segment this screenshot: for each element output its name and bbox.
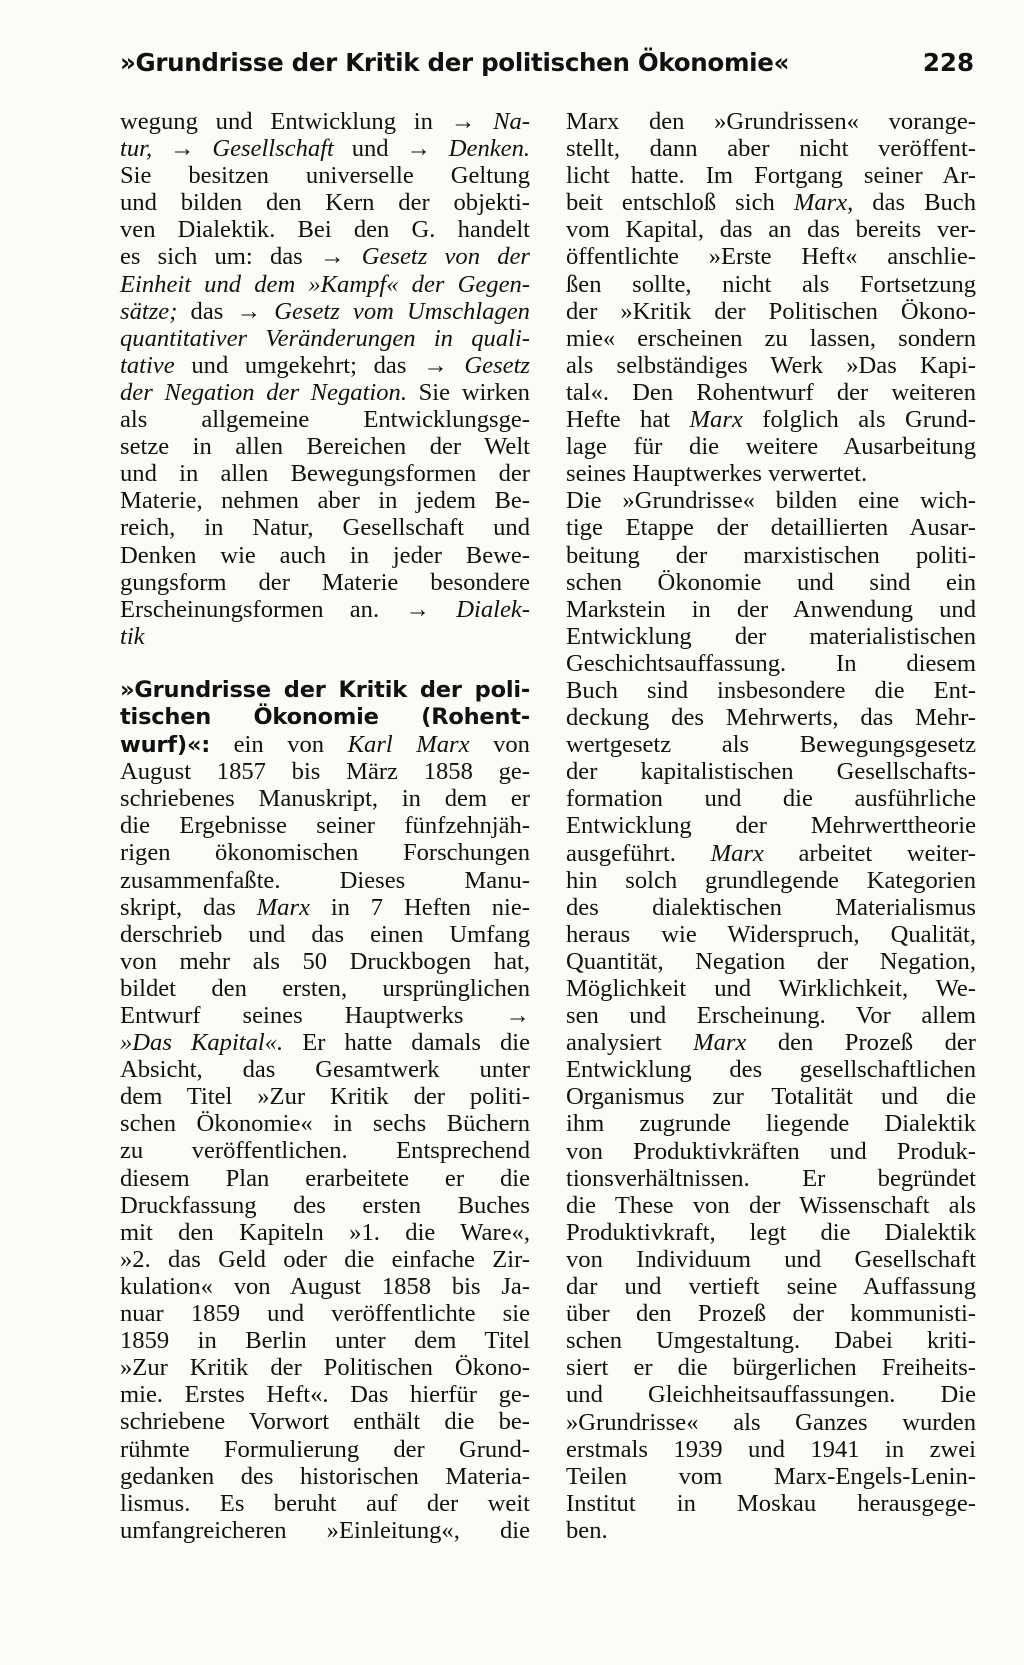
text-line: von Produktivkräften und Produk- bbox=[566, 1137, 976, 1165]
text-line: stellt, dann aber nicht veröffent- bbox=[566, 135, 976, 163]
text-line: mit den Kapiteln »1. die Ware«, bbox=[120, 1218, 530, 1246]
text-line: sätze; das → Gesetz vom Umschlagen bbox=[120, 297, 530, 325]
text-line: und bilden den Kern der objekti- bbox=[120, 189, 530, 217]
text-line: Sie besitzen universelle Geltung bbox=[120, 162, 530, 190]
text-line: schen Ökonomie und sind ein bbox=[566, 568, 976, 596]
text-line: als selbständiges Werk »Das Kapi- bbox=[566, 351, 976, 379]
text-line: Buch sind insbesondere die Ent- bbox=[566, 676, 976, 704]
text-line: setze in allen Bereichen der Welt bbox=[120, 433, 530, 461]
text-line: es sich um: das → Gesetz von der bbox=[120, 243, 530, 271]
text-line: des dialektischen Materialismus bbox=[566, 893, 976, 921]
text-line: wertgesetz als Bewegungsgesetz bbox=[566, 731, 976, 759]
text-line: die These von der Wissenschaft als bbox=[566, 1191, 976, 1219]
text-line: Denken wie auch in jeder Bewe- bbox=[120, 541, 530, 569]
text-line: dar und vertieft seine Auffassung bbox=[566, 1273, 976, 1301]
text-line: Die »Grundrisse« bilden eine wich- bbox=[566, 487, 976, 515]
entry-heading-line: tischen Ökonomie (Rohent- bbox=[120, 703, 530, 730]
text-line: nuar 1859 und veröffentlichte sie bbox=[120, 1300, 530, 1328]
text-line: mie. Erstes Heft«. Das hierfür ge- bbox=[120, 1381, 530, 1409]
entry-separator bbox=[120, 650, 530, 677]
text-line: Erscheinungsformen an. → Dialek- bbox=[120, 595, 530, 623]
text-line: Organismus zur Totalität und die bbox=[566, 1083, 976, 1111]
text-line: lage für die weitere Ausarbeitung bbox=[566, 433, 976, 461]
text-line: schriebene Vorwort enthält die be- bbox=[120, 1408, 530, 1436]
text-line: tige Etappe der detaillierten Ausar- bbox=[566, 514, 976, 542]
page-number: 228 bbox=[922, 48, 974, 77]
text-line: diesem Plan erarbeitete er die bbox=[120, 1164, 530, 1192]
text-line: zusammenfaßte. Dieses Manu- bbox=[120, 866, 530, 894]
text-line: der Negation der Negation. Sie wirken bbox=[120, 378, 530, 406]
arrow-icon: → bbox=[405, 595, 430, 623]
text-line: die Ergebnisse seiner fünfzehnjäh- bbox=[120, 812, 530, 840]
text-line: beit entschloß sich Marx, das Buch bbox=[566, 189, 976, 217]
right-column bbox=[566, 108, 976, 1544]
text-line: August 1857 bis März 1858 ge- bbox=[120, 758, 530, 786]
text-line: formation und die ausführliche bbox=[566, 785, 976, 813]
text-line: von mehr als 50 Druckbogen hat, bbox=[120, 947, 530, 975]
entry-heading-line: »Grundrisse der Kritik der poli- bbox=[120, 676, 530, 703]
text-line: Entwicklung des gesellschaftlichen bbox=[566, 1056, 976, 1084]
text-line: von Individuum und Gesellschaft bbox=[566, 1245, 976, 1273]
text-line: als allgemeine Entwicklungsge- bbox=[120, 406, 530, 434]
text-line: erstmals 1939 und 1941 in zwei bbox=[566, 1435, 976, 1463]
text-line: und Gleichheitsauffassungen. Die bbox=[566, 1381, 976, 1409]
text-line: sen und Erscheinung. Vor allem bbox=[566, 1002, 976, 1030]
arrow-icon: → bbox=[505, 1002, 530, 1029]
text-line: Entwicklung der Mehrwerttheorie bbox=[566, 812, 976, 840]
text-line: Hefte hat Marx folglich als Grund- bbox=[566, 406, 976, 434]
text-line: ben. bbox=[566, 1516, 608, 1544]
text-line: Quantität, Negation der Negation, bbox=[566, 947, 976, 975]
text-line: »Grundrisse« als Ganzes wurden bbox=[566, 1408, 976, 1436]
text-line: Geschichtsauffassung. In diesem bbox=[566, 649, 976, 677]
text-line: tative und umgekehrt; das → Gesetz bbox=[120, 351, 530, 379]
text-line: ausgeführt. Marx arbeitet weiter- bbox=[566, 839, 976, 867]
text-line: rühmte Formulierung der Grund- bbox=[120, 1435, 530, 1463]
arrow-icon: → bbox=[236, 297, 262, 325]
text-line: gungsform der Materie besondere bbox=[120, 568, 530, 596]
text-line: Absicht, das Gesamtwerk unter bbox=[120, 1056, 530, 1084]
text-line: ßen sollte, nicht als Fortsetzung bbox=[566, 270, 976, 298]
text-line: 1859 in Berlin unter dem Titel bbox=[120, 1327, 530, 1355]
text-line: umfangreicheren »Einleitung«, die bbox=[120, 1516, 530, 1544]
page-header bbox=[120, 48, 980, 88]
text-line: »Das Kapital«. Er hatte damals die bbox=[120, 1029, 530, 1057]
text-line: hin solch grundlegende Kategorien bbox=[566, 866, 976, 894]
text-line: schen Umgestaltung. Dabei kriti- bbox=[566, 1327, 976, 1355]
text-line: »Zur Kritik der Politischen Ökono- bbox=[120, 1354, 530, 1382]
text-line: kulation« von August 1858 bis Ja- bbox=[120, 1272, 530, 1300]
text-line: heraus wie Widerspruch, Qualität, bbox=[566, 920, 976, 948]
text-line: der »Kritik der Politischen Ökono- bbox=[566, 297, 976, 325]
text-line: wurf)«: ein von Karl Marx von bbox=[120, 731, 530, 759]
text-line: Entwicklung der materialistischen bbox=[566, 622, 976, 650]
text-line: zu veröffentlichen. Entsprechend bbox=[120, 1137, 530, 1165]
text-line: seines Hauptwerkes verwertet. bbox=[566, 460, 868, 488]
text-line: Einheit und dem »Kampf« der Gegen- bbox=[120, 270, 530, 298]
text-line: dem Titel »Zur Kritik der politi- bbox=[120, 1083, 530, 1111]
text-line: tik bbox=[120, 622, 145, 650]
text-line: Institut in Moskau herausgege- bbox=[566, 1489, 976, 1517]
text-line: vom Kapital, das an das bereits ver- bbox=[566, 216, 976, 244]
text-line: analysiert Marx den Prozeß der bbox=[566, 1029, 976, 1057]
text-line: wegung und Entwicklung in → Na- bbox=[120, 108, 530, 135]
text-line: Möglichkeit und Wirklichkeit, We- bbox=[566, 975, 976, 1002]
text-line: beitung der marxistischen politi- bbox=[566, 541, 976, 569]
text-line: Produktivkraft, legt die Dialektik bbox=[566, 1218, 976, 1246]
text-line: Markstein in der Anwendung und bbox=[566, 595, 976, 623]
text-line: derschrieb und das einen Umfang bbox=[120, 920, 530, 948]
text-line: und in allen Bewegungsformen der bbox=[120, 460, 530, 488]
text-line: Entwurf seines Hauptwerks → bbox=[120, 1002, 530, 1029]
text-line: der kapitalistischen Gesellschafts- bbox=[566, 758, 976, 786]
arrow-icon: → bbox=[319, 243, 345, 271]
arrow-icon: → bbox=[450, 108, 476, 135]
text-line: Materie, nehmen aber in jedem Be- bbox=[120, 487, 530, 515]
text-line: öffentlichte »Erste Heft« anschlie- bbox=[566, 243, 976, 271]
arrow-icon: → bbox=[169, 135, 195, 163]
text-line: quantitativer Veränderungen in quali- bbox=[120, 324, 530, 352]
text-line: rigen ökonomischen Forschungen bbox=[120, 839, 530, 867]
text-line: schriebenes Manuskript, in dem er bbox=[120, 785, 530, 813]
text-line: lismus. Es beruht auf der weit bbox=[120, 1489, 530, 1517]
text-line: Teilen vom Marx-Engels-Lenin- bbox=[566, 1462, 976, 1490]
text-line: tionsverhältnissen. Er begründet bbox=[566, 1164, 976, 1192]
left-column bbox=[120, 108, 530, 1544]
arrow-icon: → bbox=[406, 135, 431, 163]
text-line: über den Prozeß der kommunisti- bbox=[566, 1300, 976, 1328]
text-line: Druckfassung des ersten Buches bbox=[120, 1191, 530, 1219]
entry-heading-end: wurf)«: bbox=[120, 732, 211, 759]
text-line: ven Dialektik. Bei den G. handelt bbox=[120, 216, 530, 244]
text-line: mie« erscheinen zu lassen, sondern bbox=[566, 324, 976, 352]
text-line: deckung des Mehrwerts, das Mehr- bbox=[566, 704, 976, 732]
text-line: ihm zugrunde liegende Dialektik bbox=[566, 1110, 976, 1138]
text-line: bildet den ersten, ursprünglichen bbox=[120, 974, 530, 1002]
text-line: »2. das Geld oder die einfache Zir- bbox=[120, 1245, 530, 1273]
text-line: siert er die bürgerlichen Freiheits- bbox=[566, 1354, 976, 1382]
text-line: schen Ökonomie« in sechs Büchern bbox=[120, 1110, 530, 1138]
running-title: »Grundrisse der Kritik der politischen Ökonomie« bbox=[120, 48, 790, 77]
text-line: skript, das Marx in 7 Heften nie- bbox=[120, 893, 530, 921]
arrow-icon: → bbox=[423, 351, 448, 379]
text-line: tur, → Gesellschaft und → Denken. bbox=[120, 135, 531, 163]
text-line: reich, in Natur, Gesellschaft und bbox=[120, 514, 530, 542]
text-line: Marx den »Grundrissen« vorange- bbox=[566, 108, 976, 135]
text-line: licht hatte. Im Fortgang seiner Ar- bbox=[566, 162, 976, 190]
text-line: gedanken des historischen Materia- bbox=[120, 1462, 530, 1490]
text-line: tal«. Den Rohentwurf der weiteren bbox=[566, 378, 976, 406]
